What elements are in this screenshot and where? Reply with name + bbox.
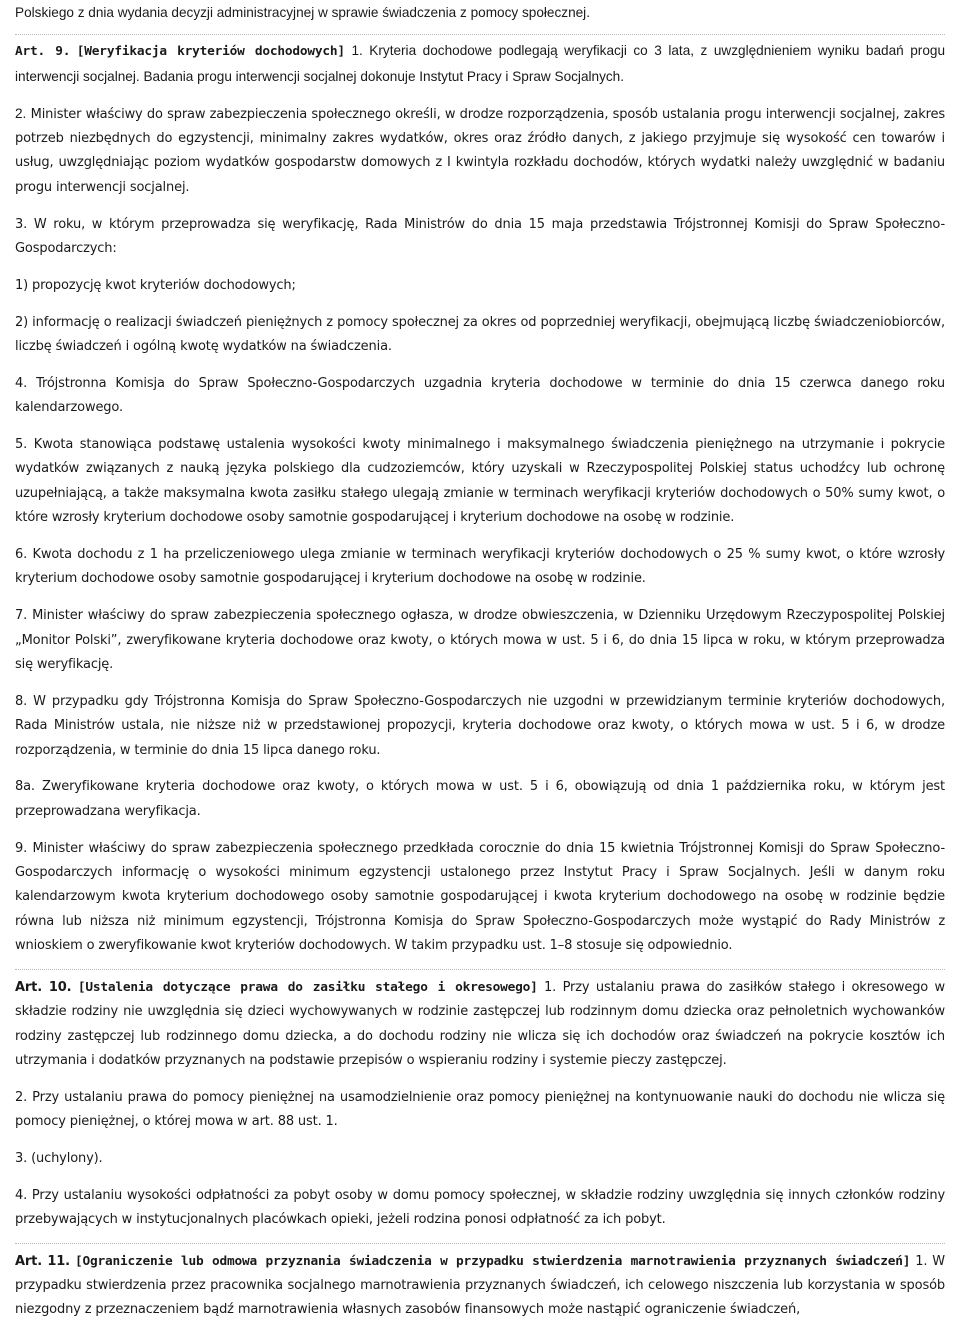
art11-p1-text: 1. W przypadku stwierdzenia przez pracownika socjalnego marnotrawienia przyznanych świadczeń, ich celowego niszczenia lub korzystania w sposób niezgodny z przeznaczeniem bądź marnotrawienia własnych zasobów finansowych może nastąpić ograniczenie świadczeń, xyxy=(15,1253,946,1318)
art9-paragraph-2: 2. Minister właściwy do spraw zabezpieczenia społecznego określi, w drodze rozporządzenia, sposób ustalania progu interwencji socjalnej, zakres potrzeb niezbędnych do egzystencji, minimalny zakres wydatków, okres oraz źródło danych, z jakiego przyjmuje się wysokość cen towarów i usług, uwzględniając poziom wydatków gospodarstw domowych z I kwintyla rozkładu dochodów, których wydatki należy uwzględnić w badaniu progu interwencji socjalnej. xyxy=(15,105,945,195)
art9-paragraph-6: 6. Kwota dochodu z 1 ha przeliczeniowego ulega zmianie w terminach weryfikacji kryteriów dochodowych o 25 % sumy kwot, o które wzrosły kryterium dochodowe osoby samotnie gospodarującej i kryterium dochodowe na osobę w rodzinie. xyxy=(15,547,945,587)
divider xyxy=(15,34,945,35)
article-10 xyxy=(15,976,945,1233)
article-9 xyxy=(15,39,945,958)
document-page xyxy=(15,2,945,1323)
art9-paragraph-7: 7. Minister właściwy do spraw zabezpieczenia społecznego ogłasza, w drodze obwieszczenia, w Dzienniku Urzędowym Rzeczypospolitej Polskiej „Monitor Polski”, zweryfikowane kryteria dochodowe oraz kwoty, o których mowa w ust. 5 i 6, do dnia 15 lipca w roku, w którym przeprowadza się weryfikację. xyxy=(15,608,945,673)
art10-label: Art. 10. xyxy=(15,979,72,995)
art9-paragraph-5: 5. Kwota stanowiąca podstawę ustalenia wysokości kwoty minimalnego i maksymalnego świadczenia pieniężnego na utrzymanie i pokrycie wydatków związanych z nauką języka polskiego dla cudzoziemców, który uzyskali w Rzeczypospolitej Polskiej status uchodźcy lub ochronę uzupełniającą, a także maksymalna kwota zasiłku stałego ulegają zmianie w terminach weryfikacji kryteriów dochodowych o 50% sumy kwot, o które wzrosły kryterium dochodowe osoby samotnie gospodarującej i kryterium dochodowe na osobę w rodzinie. xyxy=(15,437,945,526)
art9-paragraph-1 xyxy=(15,39,945,89)
article-11 xyxy=(15,1250,945,1323)
art9-paragraph-4: 4. Trójstronna Komisja do Spraw Społeczno-Gospodarczych uzgadnia kryteria dochodowe w terminie do dnia 15 czerwca danego roku kalendarzowego. xyxy=(15,375,945,416)
art9-paragraph-3: 3. W roku, w którym przeprowadza się weryfikację, Rada Ministrów do dnia 15 maja przedstawia Trójstronnej Komisji do Spraw Społeczno-Gospodarczych: xyxy=(15,216,945,257)
art9-paragraph-8: 8. W przypadku gdy Trójstronna Komisja do Spraw Społeczno-Gospodarczych nie uzgodni w przewidzianym terminie kryteriów dochodowych, Rada Ministrów ustala, nie niższe niż w przedstawionej propozycji, kryteria dochodowe oraz kwoty, o których mowa w ust. 5 i 6, w drodze rozporządzenia, w terminie do dnia 15 lipca danego roku. xyxy=(15,693,945,758)
art9-p2-text: Minister właściwy do spraw zabezpieczenia społecznego określi, w drodze rozporządzenia, sposób ustalania progu interwencji socjalnej, zakres potrzeb niezbędnych do egzystencji, minimalny zakres wydatków, okres oraz źródło danych, z jakiego przyjmuje się wysokość cen towarów i usług, uwzględniając poziom wydatków gospodarstw domowych z I kwintyla rozkładu dochodów, których wydatki należy uwzględnić w badaniu progu interwencji socjalnej. xyxy=(15,106,945,195)
art9-label: Art. 9. xyxy=(15,44,71,60)
art9-p1-text: 1. Kryteria dochodowe podlegają weryfikacji co 3 lata, z uwzględnieniem wyniku badań progu interwencji socjalnej. Badania progu interwencji socjalnej dokonuje Instytut Pracy i Spraw Socjalnych. xyxy=(15,43,945,84)
art9-paragraph-8a: 8a. Zweryfikowane kryteria dochodowe oraz kwoty, o których mowa w ust. 5 i 6, obowiązują od dnia 1 października roku, w którym jest przeprowadzana weryfikacja. xyxy=(15,779,945,819)
art11-title: [Ograniczenie lub odmowa przyznania świadczenia w przypadku stwierdzenia marnotrawienia przyznanych świadczeń] xyxy=(74,1253,911,1269)
art10-paragraph-1 xyxy=(15,976,945,1074)
art10-paragraph-2: 2. Przy ustalaniu prawa do pomocy pieniężnej na usamodzielnienie oraz pomocy pieniężnej na kontynuowanie nauki do dochodu nie wlicza się pomocy pieniężnej, o której mowa w art. 88 ust. 1. xyxy=(15,1089,945,1130)
art10-title: [Ustalenia dotyczące prawa do zasiłku stałego i okresowego] xyxy=(77,979,538,995)
art11-paragraph-1 xyxy=(15,1250,945,1323)
art10-paragraph-4: 4. Przy ustalaniu wysokości odpłatności za pobyt osoby w domu pomocy społecznej, w składzie rodziny uwzględnia się innych członków rodziny przebywających w instytucjonalnych placówkach opieki, jeżeli rodzina ponosi odpłatność za ich pobyt. xyxy=(15,1187,945,1228)
art9-paragraph-9: 9. Minister właściwy do spraw zabezpieczenia społecznego przedkłada corocznie do dnia 15 kwietnia Trójstronnej Komisji do Spraw Społeczno-Gospodarczych informację o wysokości minimum egzystencji ustalonego przez Instytut Pracy i Spraw Socjalnych. Jeśli w danym roku kalendarzowym kwota kryterium dochodowego osoby samotnie gospodarującej i kwota kryterium dochodowego na osobę w rodzinie będzie równa lub niższa niż minimum egzystencji, Trójstronna Komisja do Spraw Społeczno-Gospodarczych może wystąpić do Rady Ministrów z wnioskiem o zweryfikowanie kwot kryteriów dochodowych. W takim przypadku ust. 1–8 stosuje się odpowiednio. xyxy=(15,840,945,954)
art10-paragraph-3: 3. (uchylony). xyxy=(15,1150,103,1166)
art9-title: [Weryfikacja kryteriów dochodowych] xyxy=(76,44,345,60)
divider xyxy=(15,969,945,970)
art10-p1-text: 1. Przy ustalaniu prawa do zasiłków stałego i okresowego w składzie rodziny nie uwzględnia się dzieci wychowywanych w rodzinie zastępczej lub rodzinnym domu dziecka oraz pełnoletnich wychowanków rodziny zastępczej lub rodzinnego domu dziecka, a do dochodu rodziny nie wlicza się ich dochodów oraz świadczeń na pokrycie kosztów ich utrzymania i dodatków przyznanych na podstawie przepisów o wspieraniu rodziny i systemie pieczy zastępczej. xyxy=(15,979,946,1068)
art9-point-1: 1) propozycję kwot kryteriów dochodowych; xyxy=(15,277,296,293)
header-line: Polskiego z dnia wydania decyzji administracyjnej w sprawie świadczenia z pomocy społecznej. xyxy=(15,5,590,20)
art11-label: Art. 11. xyxy=(15,1253,70,1269)
divider xyxy=(15,1243,945,1244)
art9-point-2: 2) informację o realizacji świadczeń pieniężnych z pomocy społecznej za okres od poprzedniej weryfikacji, obejmującą liczbę świadczeniobiorców, liczbę świadczeń i ogólną kwotę wydatków na świadczenia. xyxy=(15,314,945,355)
